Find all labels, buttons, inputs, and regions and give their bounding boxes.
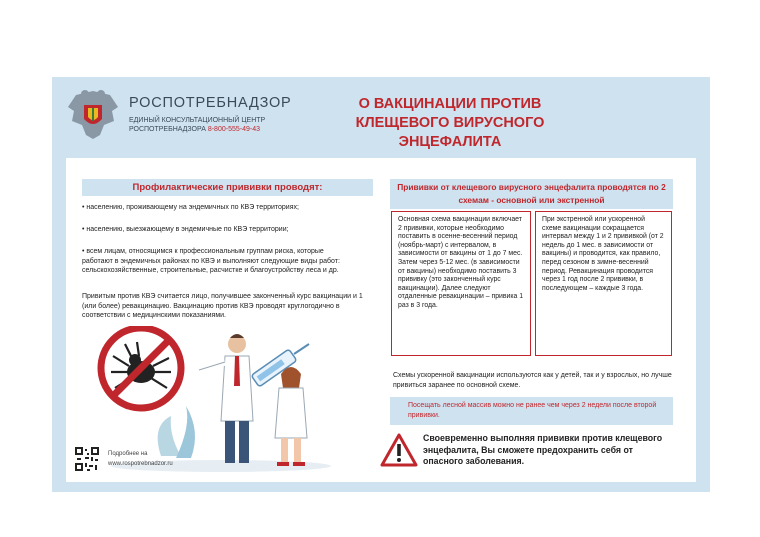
doctor-figure-icon (199, 334, 253, 463)
org-subtitle-2 (129, 126, 260, 133)
bullet-item: • населению, выезжающему в эндемичные по КВЭ территории; (82, 226, 289, 233)
page-title (320, 95, 580, 152)
more-info-label: Подробнее на (108, 451, 148, 457)
qr-code-icon[interactable] (74, 446, 100, 472)
emergency-scheme-box: При экстренной или ускоренной схеме вакцинации сокращается интервал между 1 и 2 прививкой (от 2 недель до 1 мес. в зависимости от вакцины) и проводится, как правило, перед сезоном в зимне-весенний период. Ревакцинация проводится через 1 год после 2 прививки, в последующем – каждые 3 года. (535, 211, 672, 356)
right-heading: Прививки от клещевого вирусного энцефалита проводятся по 2 схемам - основной или экстренной (390, 179, 673, 209)
org-subtitle: ЕДИНЫЙ КОНСУЛЬТАЦИОННЫЙ ЦЕНТР (129, 117, 266, 124)
main-scheme-box: Основная схема вакцинации включает 2 прививки, которые необходимо поставить в осенне-весенний период (ноябрь-март) с интервалом, в зависимости от вакцины от 1 до 7 мес. Затем через 5-12 мес. (в зависимости от вакцины) необходимо поставить 3 прививку (это законченный курс вакцинации). Далее следуют отдаленные ревакцинации – привика 1 раз в 3 года. (391, 211, 531, 356)
header (52, 77, 710, 161)
website-link[interactable]: www.rospotrebnadzor.ru (108, 461, 173, 467)
no-tick-sign-icon (101, 328, 181, 408)
org-subtitle-2-text: РОСПОТРЕБНАДЗОРА (129, 126, 206, 133)
bullet-item: • населению, проживающему на эндемичных по КВЭ территориях; (82, 204, 299, 211)
rospotrebnadzor-emblem-icon (64, 85, 122, 143)
left-heading: Профилактические прививки проводят: (82, 179, 373, 196)
title-line-2: КЛЕЩЕВОГО ВИРУСНОГО ЭНЦЕФАЛИТА (355, 115, 545, 150)
forest-visit-note: Посещать лесной массив можно не ранее чем через 2 недели после второй прививки. (390, 397, 673, 425)
hotline-phone: 8-800-555-49-43 (207, 126, 260, 133)
title-line-1: О ВАКЦИНАЦИИ ПРОТИВ (358, 96, 542, 112)
content-panel (66, 158, 696, 482)
nurse-figure-icon (275, 367, 307, 466)
poster (52, 77, 710, 492)
org-name: РОСПОТРЕБНАДЗОР (129, 95, 292, 111)
warning-icon (380, 433, 418, 467)
warning-text: Своевременно выполняя прививки против клещевого энцефалита, Вы сможете предохранить себя от опасного заболевания. (423, 433, 663, 466)
vaccination-paragraph: Привитым против КВЭ считается лицо, получившее законченный курс вакцинации и 1 (или более) ревакцинацию. Вакцинацию против КВЭ проводят круглогодично в соответствии с медицинскими показаниями. (82, 293, 363, 320)
accelerated-note: Схемы ускоренной вакцинации используются как у детей, так и у взрослых, но лучше привиться заранее по основной схеме. (393, 372, 672, 389)
bullet-item: • всем лицам, относящимся к профессиональным группам риска, которые работают в эндемичных районах по КВЭ и выполняют следующие виды работ: сельскохозяйственные, строительные, расчистке и благоустройству леса и др. (82, 248, 340, 275)
syringe-icon (251, 344, 309, 387)
